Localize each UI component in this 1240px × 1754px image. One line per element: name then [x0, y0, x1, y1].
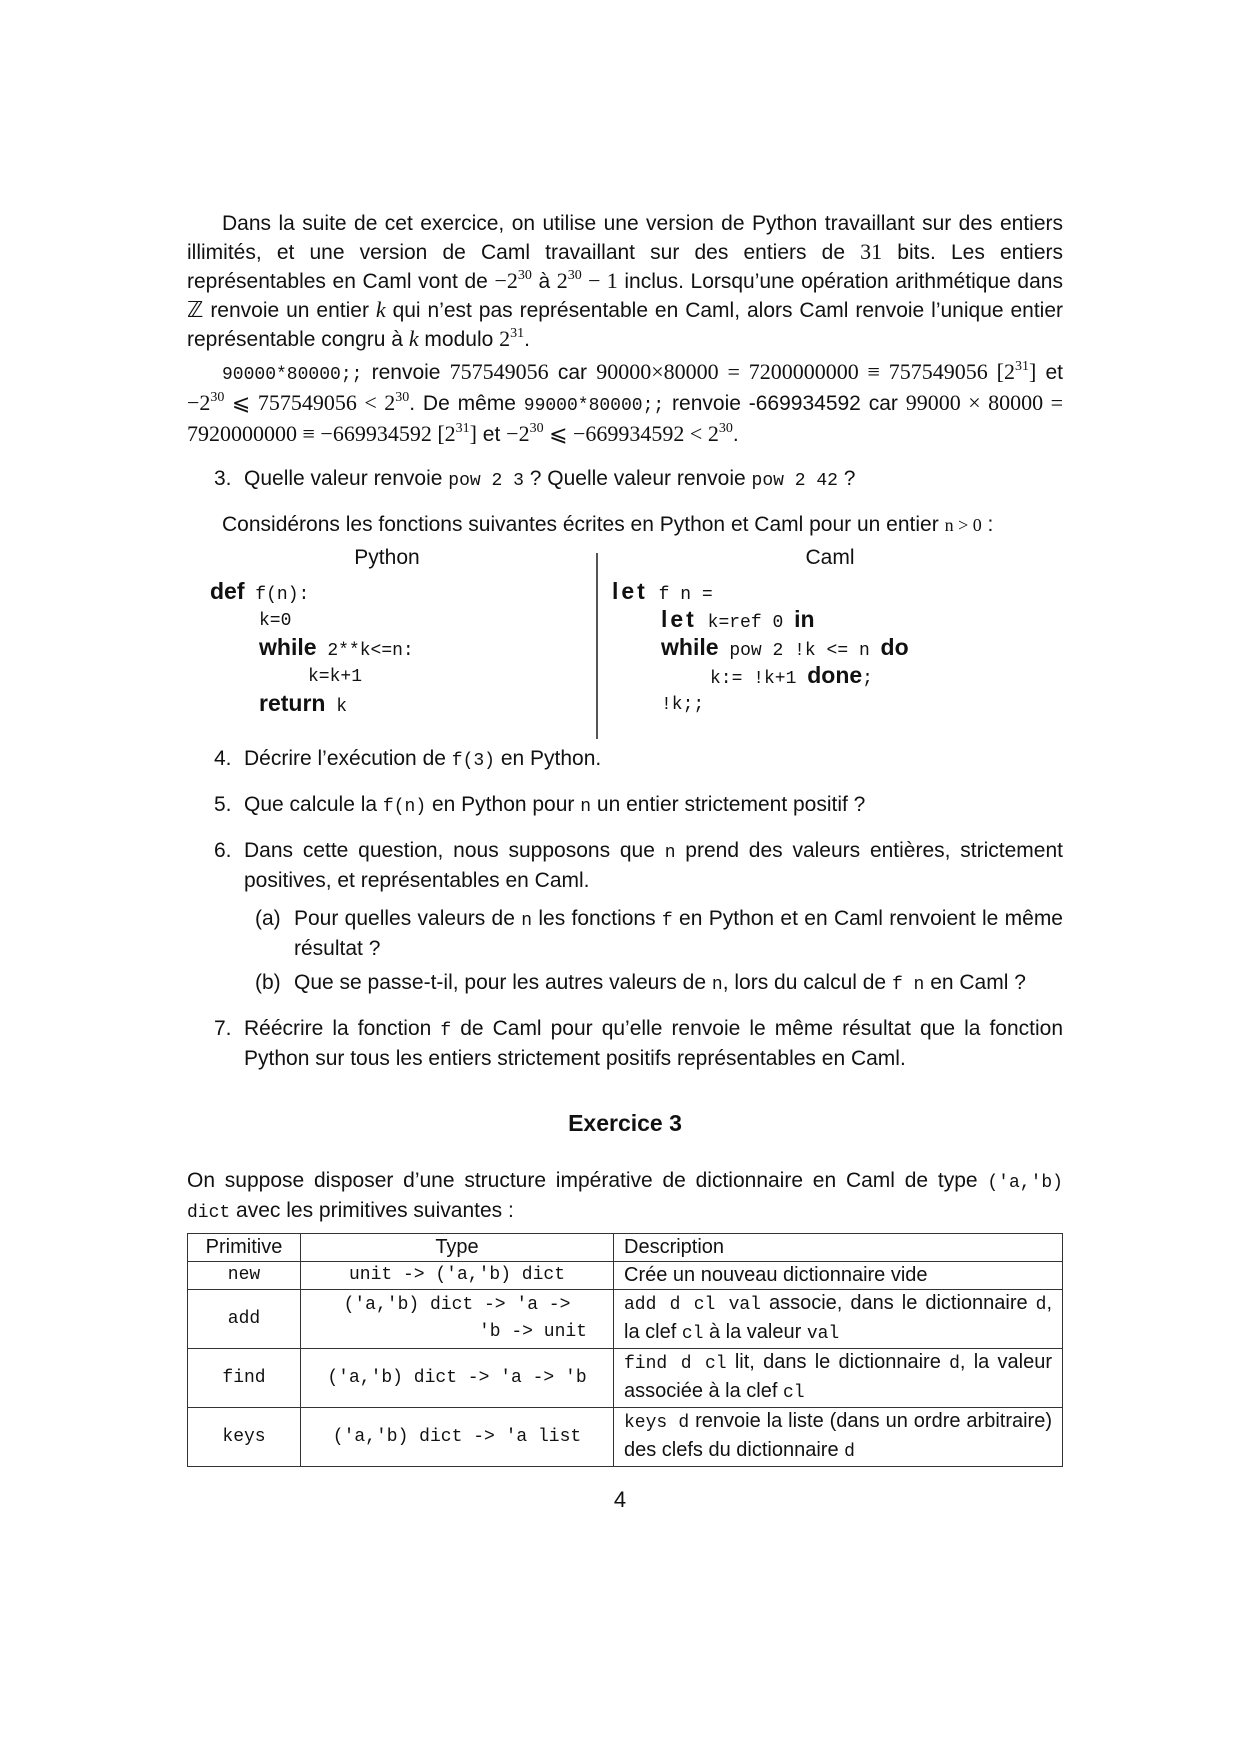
keyword: done: [807, 662, 863, 688]
type-cell: unit -> ('a,'b) dict: [301, 1262, 614, 1290]
header-primitive: Primitive: [188, 1234, 301, 1262]
python-code-block: [187, 543, 587, 717]
description-cell: Crée un nouveau dictionnaire vide: [614, 1262, 1063, 1290]
keyword: do: [880, 634, 909, 660]
table-header-row: [188, 1234, 1063, 1262]
document-page: [187, 210, 1063, 1467]
overflow-example-paragraph: 90000*80000;; renvoie 757549056 car 90000×80000 = 7200000000 ≡ 757549056 $[2^{31}]$ et $-2^{30}$ ⩽ $757549056 < 2^{30}$. De même 99000*80000;; renvoie -669934592 car 99000 × 80000 = 7920000000 ≡ −669934592 $[2^{31}]$ et $-2^{30}$ ⩽ $-669934592 < 2^{30}$.: [187, 358, 1064, 446]
python-code-line: def f(n):: [210, 578, 310, 605]
keyword: return: [259, 690, 326, 716]
description-cell: add d cl val associe, dans le dictionnaire d, la clef cl à la valeur val: [614, 1290, 1063, 1349]
caml-code-line: let f n =: [612, 578, 713, 605]
table-row: [188, 1408, 1063, 1467]
keyword: let: [661, 606, 697, 632]
keyword: in: [794, 606, 815, 632]
question-3: 3. Quelle valeur renvoie pow 2 3 ? Quelle valeur renvoie pow 2 42 ?: [214, 467, 856, 491]
header-description: Description: [614, 1234, 1063, 1262]
question-5: 5. Que calcule la f(n) en Python pour n un entier strictement positif ?: [214, 793, 866, 817]
python-code-line: while 2**k<=n:: [259, 634, 414, 661]
description-cell: find d cl lit, dans le dictionnaire d, la valeur associée à la clef cl: [614, 1349, 1063, 1408]
keyword: while: [259, 634, 317, 660]
type-cell: ('a,'b) dict -> 'a -> 'b -> unit: [301, 1290, 614, 1349]
description-cell: keys d renvoie la liste (dans un ordre arbitraire) des clefs du dictionnaire d: [614, 1408, 1063, 1467]
exercise-3-title: Exercice 3: [568, 1110, 682, 1136]
question-6a: (a) Pour quelles valeurs de n les fonctions f en Python et en Caml renvoient le même résultat ?: [255, 907, 1063, 960]
type-cell: ('a,'b) dict -> 'a -> 'b: [301, 1349, 614, 1408]
table-row: [188, 1262, 1063, 1290]
question-4: 4. Décrire l’exécution de f(3) en Python.: [214, 747, 602, 771]
table-row: [188, 1290, 1063, 1349]
type-cell: ('a,'b) dict -> 'a list: [301, 1408, 614, 1467]
caml-column-title: Caml: [805, 546, 855, 569]
table-row: [188, 1349, 1063, 1408]
question-6b: (b) Que se passe-t-il, pour les autres valeurs de n, lors du calcul de f n en Caml ?: [255, 971, 1026, 995]
code-comparison: [187, 543, 1063, 733]
keyword: while: [661, 634, 719, 660]
intro-paragraph: Dans la suite de cet exercice, on utilise une version de Python travaillant sur des entiers illimités, et une version de Caml travaillant sur des entiers de 31 bits. Les entiers représentables en Caml vont de $-2^{30}$ à $2^{30} - 1$ inclus. Lorsqu’une opération arithmétique dans ℤ renvoie un entier k qui n’est pas représentable en Caml, alors Caml renvoie l’unique entier représentable congru à k modulo $2^{31}$.: [187, 212, 1064, 351]
primitive-cell: new: [188, 1262, 301, 1290]
exercise-3-intro: On suppose disposer d’une structure impérative de dictionnaire en Caml de type ('a,'b) dict avec les primitives suivantes :: [187, 1169, 1063, 1223]
primitives-table: [187, 1233, 1063, 1467]
keyword: def: [210, 578, 245, 604]
question-7: 7. Réécrire la fonction f de Caml pour qu’elle renvoie le même résultat que la fonction Python sur tous les entiers strictement positifs représentables en Caml.: [214, 1017, 1063, 1070]
caml-code-line: let k=ref 0 in: [661, 606, 815, 633]
caml-code-line: k:= !k+1 done;: [710, 662, 873, 689]
python-column-title: Python: [354, 546, 420, 569]
keyword: let: [612, 578, 648, 604]
caml-code-line: !k;;: [661, 695, 705, 715]
primitive-cell: keys: [188, 1408, 301, 1467]
primitive-cell: find: [188, 1349, 301, 1408]
python-code-line: k=k+1: [308, 667, 363, 687]
page-number: 4: [613, 1487, 627, 1512]
python-code-line: k=0: [259, 611, 292, 631]
header-type: Type: [301, 1234, 614, 1262]
caml-code-block: [597, 543, 1063, 717]
question-6: 6. Dans cette question, nous supposons que n prend des valeurs entières, strictement positives, et représentables en Caml.: [214, 839, 1063, 892]
caml-code-line: while pow 2 !k <= n do: [661, 634, 909, 661]
functions-intro: Considérons les fonctions suivantes écrites en Python et Caml pour un entier n > 0 :: [222, 513, 994, 536]
python-code-line: return k: [259, 690, 348, 717]
primitive-cell: add: [188, 1290, 301, 1349]
